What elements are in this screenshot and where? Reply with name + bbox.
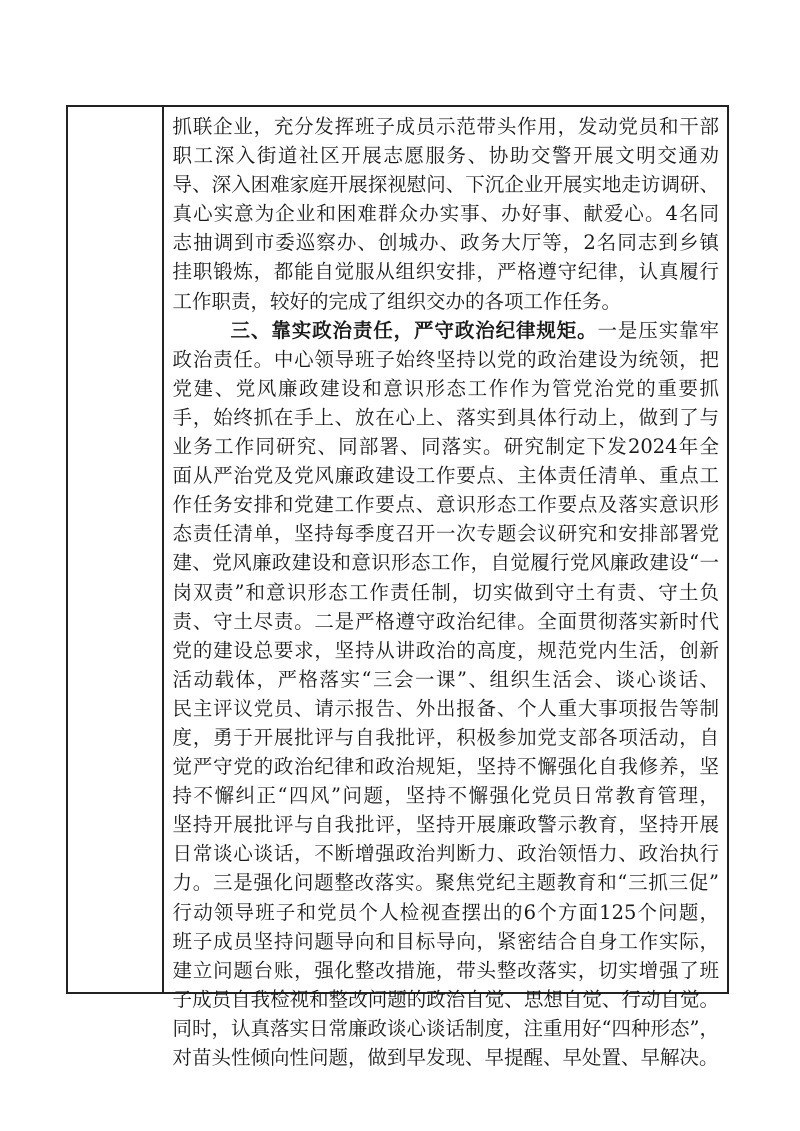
text-line: 责、守土尽责。二是严格遵守政治纪律。全面贯彻落实新时代 bbox=[172, 609, 719, 633]
text-line: 民主评议党员、请示报告、外出报备、个人重大事项报告等制 bbox=[172, 696, 719, 720]
text-line: 业务工作同研究、同部署、同落实。研究制定下发2024年全 bbox=[172, 435, 719, 459]
text-line: 建、党风廉政建设和意识形态工作，自觉履行党风廉政建设“一 bbox=[172, 551, 719, 575]
text-line: 同时，认真落实日常廉政谈心谈话制度，注重用好“四种形态”， bbox=[172, 1016, 719, 1040]
text-line: 活动载体，严格落实“三会一课”、组织生活会、谈心谈话、 bbox=[172, 667, 719, 691]
text-line: 建立问题台账，强化整改措施，带头整改落实，切实增强了班 bbox=[172, 958, 719, 982]
text-line: 作任务安排和党建工作要点、意识形态工作要点及落实意识形 bbox=[172, 493, 719, 517]
text-line: 坚持开展批评与自我批评，坚持开展廉政警示教育，坚持开展 bbox=[172, 813, 719, 837]
section-heading: 三、靠实政治责任，严守政治纪律规矩。 bbox=[230, 318, 598, 342]
text-line: 职工深入街道社区开展志愿服务、协助交警开展文明交通劝 bbox=[172, 144, 719, 168]
text-line: 觉严守党的政治纪律和政治规矩，坚持不懈强化自我修养，坚 bbox=[172, 755, 719, 779]
text-line: 态责任清单，坚持每季度召开一次专题会议研究和安排部署党 bbox=[172, 522, 719, 546]
text-line: 度，勇于开展批评与自我批评，积极参加党支部各项活动，自 bbox=[172, 725, 719, 749]
text-line: 抓联企业，充分发挥班子成员示范带头作用，发动党员和干部 bbox=[172, 115, 719, 138]
text-line: 导、深入困难家庭开展探视慰问、下沉企业开展实地走访调研、 bbox=[172, 173, 719, 197]
text-line: 持不懈纠正“四风”问题，坚持不懈强化党员日常教育管理， bbox=[172, 784, 719, 808]
text-line: 岗双责”和意识形态工作责任制，切实做到守土有责、守土负 bbox=[172, 580, 719, 604]
text-line: 班子成员坚持问题导向和目标导向，紧密结合自身工作实际， bbox=[172, 929, 719, 953]
document-table bbox=[66, 105, 729, 1069]
text-line: 行动领导班子和党员个人检视查摆出的6个方面125个问题， bbox=[172, 900, 719, 924]
text-line: 工作职责，较好的完成了组织交办的各项工作任务。 bbox=[172, 289, 622, 313]
text-span: 一是压实靠牢 bbox=[597, 318, 719, 342]
text-line: 力。三是强化问题整改落实。聚焦党纪主题教育和“三抓三促” bbox=[172, 871, 719, 895]
text-line: 手，始终抓在手上、放在心上、落实到具体行动上，做到了与 bbox=[172, 405, 719, 429]
text-line: 对苗头性倾向性问题，做到早发现、早提醒、早处置、早解决。 bbox=[172, 1046, 719, 1069]
section-heading-line bbox=[173, 316, 719, 345]
table-label-cell bbox=[68, 107, 164, 992]
text-line: 真心实意为企业和困难群众办实事、办好事、献爱心。4名同 bbox=[172, 202, 719, 226]
table-content-cell bbox=[164, 107, 727, 1069]
text-line: 日常谈心谈话，不断增强政治判断力、政治领悟力、政治执行 bbox=[172, 842, 719, 866]
text-line: 子成员自我检视和整改问题的政治自觉、思想自觉、行动自觉。 bbox=[172, 987, 719, 1011]
text-line: 政治责任。中心领导班子始终坚持以党的政治建设为统领，把 bbox=[172, 347, 719, 371]
text-line: 党建、党风廉政建设和意识形态工作作为管党治党的重要抓 bbox=[172, 376, 719, 400]
text-line: 党的建设总要求，坚持从讲政治的高度，规范党内生活，创新 bbox=[172, 638, 719, 662]
text-line: 挂职锻炼，都能自觉服从组织安排，严格遵守纪律，认真履行 bbox=[172, 260, 719, 284]
text-line: 志抽调到市委巡察办、创城办、政务大厅等，2名同志到乡镇 bbox=[172, 231, 719, 255]
text-line: 面从严治党及党风廉政建设工作要点、主体责任清单、重点工 bbox=[172, 464, 719, 488]
